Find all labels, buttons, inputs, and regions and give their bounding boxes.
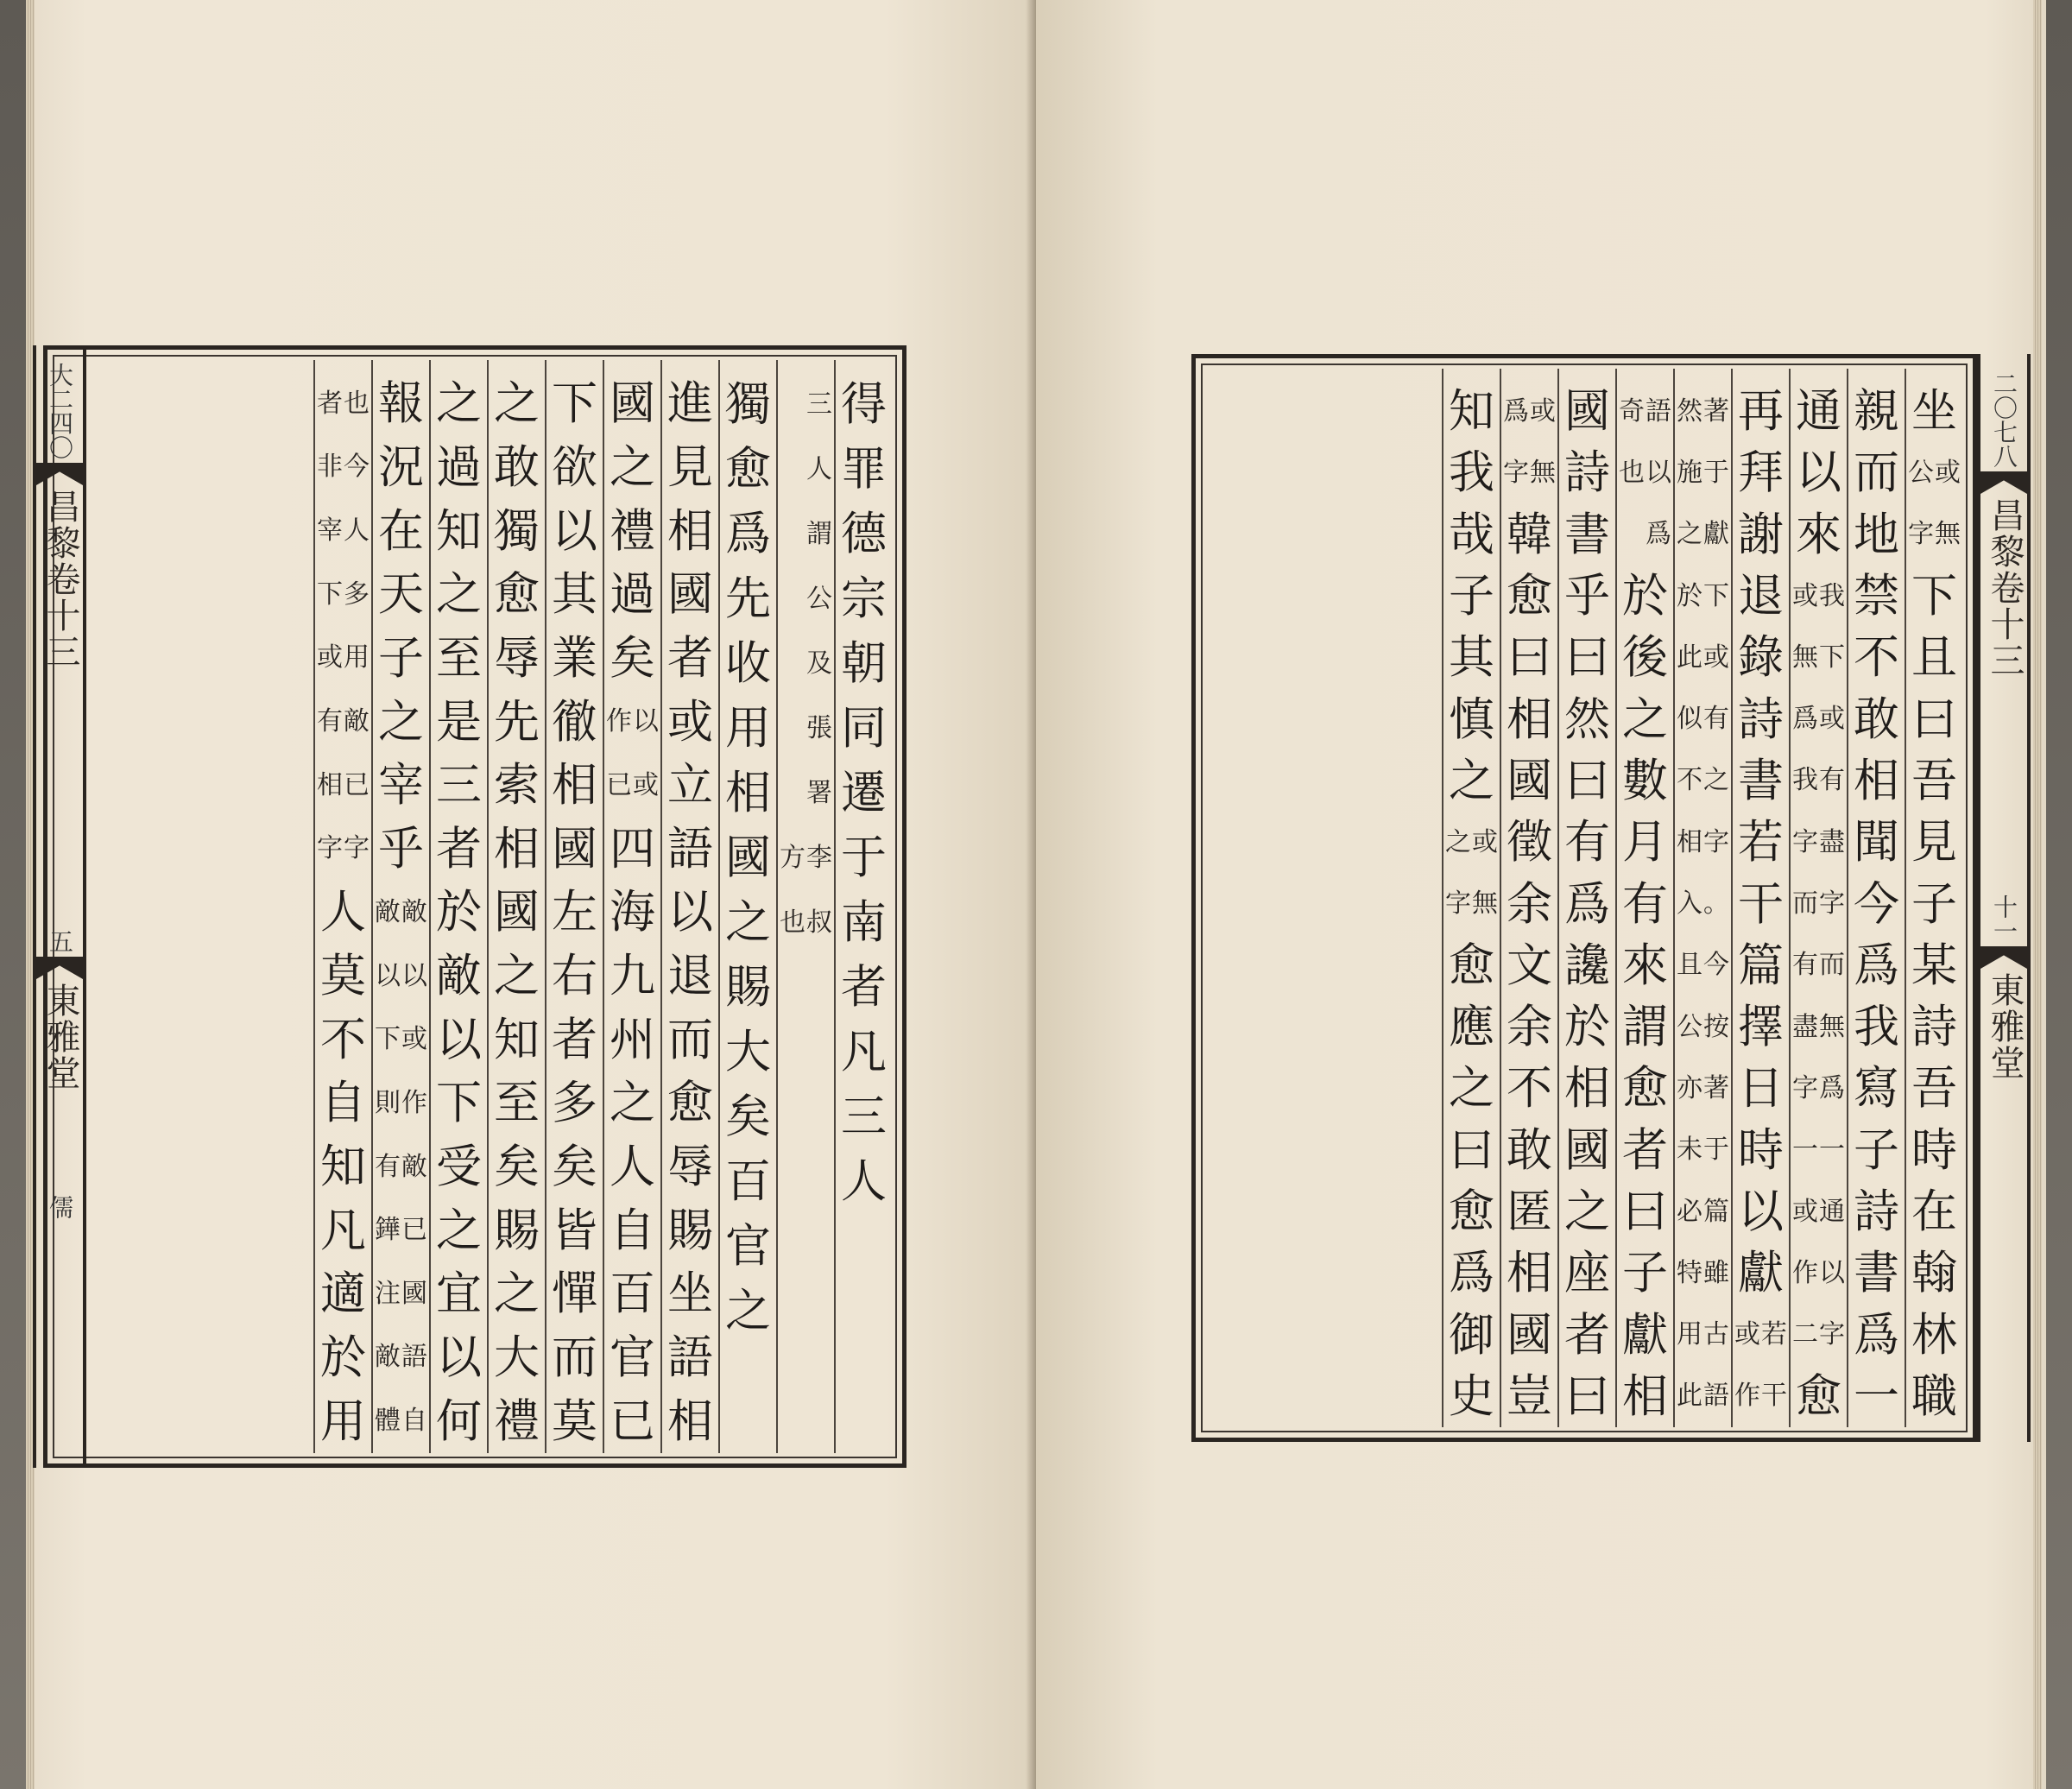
right-banxin-page: 十一	[1990, 894, 2018, 943]
left-column-3: 進 見 相 國 者 或 立 語 以 退 而 愈 辱 賜 坐 語 相	[660, 360, 718, 1453]
right-column-2: 親 而 地 禁 不 敢 相 聞 今 爲 我 寫 子 詩 書 爲 一	[1847, 369, 1905, 1427]
right-banxin-title: 昌黎卷十三	[1985, 497, 2025, 679]
left-column-6: 之 敢 獨 愈 辱 先 索 相 國 之 知 至 矣 賜 之 大 禮	[487, 360, 545, 1453]
right-column-4: 再 拜 謝 退 錄 詩 書 若 干 篇 擇 日 時 以 獻 若 或 干 作	[1731, 369, 1789, 1427]
left-banxin-bottom: 儒	[46, 1195, 74, 1219]
left-banxin-title: 昌黎卷十三	[41, 489, 80, 670]
left-text-columns	[108, 360, 892, 1453]
right-banxin-publisher: 東雅堂	[1985, 972, 2025, 1081]
fishtail-mark	[1980, 946, 2027, 969]
left-banxin-top: 大二四〇	[46, 363, 74, 459]
left-column-2: 獨 愈 爲 先 收 用 相 國 之 賜 大 矣 百 官 之	[718, 360, 776, 1453]
page-edge-stack	[2033, 0, 2042, 1789]
right-column-3: 通 以 來 我 或 下 無 或 爲 有 我 盡 字 字 而 而 有 無 盡 爲 字 一 一 通 或 以 作 字 二 愈	[1789, 369, 1847, 1427]
fishtail-mark	[1980, 471, 2027, 494]
left-column-8: 報 況 在 天 子 之 宰 乎 敵 敵 以 以 或 下 作 則 敵 有 已 鏵 國 注 語 敵 自 體	[371, 360, 429, 1453]
right-column-6: 語 奇 以 也 爲 於 後 之 數 月 有 來 謂 愈 者 曰 子 獻 相	[1615, 369, 1673, 1427]
right-banxin	[1977, 354, 2031, 1442]
left-column-1: 得 罪 德 宗 朝 同 遷 于 南 者 凡 三 人	[834, 360, 892, 1453]
left-column-7: 之 過 知 之 至 是 三 者 於 敵 以 下 受 之 宜 以 何	[429, 360, 487, 1453]
right-column-5: 著 然 于 施 獻 之 下 於 或 此 有 似 之 不 字 相 。 入 今 且 按 公 著 亦 于 未 篇 必 雖 特 古 用 語 此	[1673, 369, 1731, 1427]
right-text-frame	[1191, 354, 1977, 1442]
right-column-1: 坐 或 公 無 字 下 且 曰 吾 見 子 某 詩 吾 時 在 翰 林 職	[1905, 369, 1962, 1427]
left-banxin-publisher: 東雅堂	[41, 983, 80, 1091]
fishtail-mark	[36, 957, 83, 979]
right-banxin-top: 二〇七八	[1990, 371, 2018, 468]
left-text-frame	[43, 345, 906, 1468]
left-page	[26, 0, 1036, 1789]
left-note-column: 三 人 謂 公 及 張 署 李 方 叔 也	[776, 360, 834, 1453]
left-column-9: 也 者 今 非 人 宰 多 下 用 或 敵 有 已 相 字 字 人 莫 不 自 知 凡 適 於 用	[313, 360, 371, 1453]
right-column-8: 或 爲 無 字 韓 愈 曰 相 國 徵 余 文 余 不 敢 匿 相 國 豈	[1500, 369, 1557, 1427]
right-column-9: 知 我 哉 子 其 慎 之 或 之 無 字 愈 應 之 曰 愈 爲 御 史	[1442, 369, 1500, 1427]
right-page	[1036, 0, 2046, 1789]
right-text-columns	[1206, 369, 1962, 1427]
left-column-5: 下 欲 以 其 業 徹 相 國 左 右 者 多 矣 皆 憚 而 莫	[545, 360, 603, 1453]
left-banxin	[33, 345, 86, 1468]
fishtail-mark	[36, 463, 83, 485]
left-banxin-page: 五	[46, 929, 74, 953]
right-column-7: 國 詩 書 乎 曰 然 曰 有 爲 讒 於 相 國 之 座 者 曰	[1557, 369, 1615, 1427]
left-column-4: 國 之 禮 過 矣 以 作 或 已 四 海 九 州 之 人 自 百 官 已	[603, 360, 660, 1453]
